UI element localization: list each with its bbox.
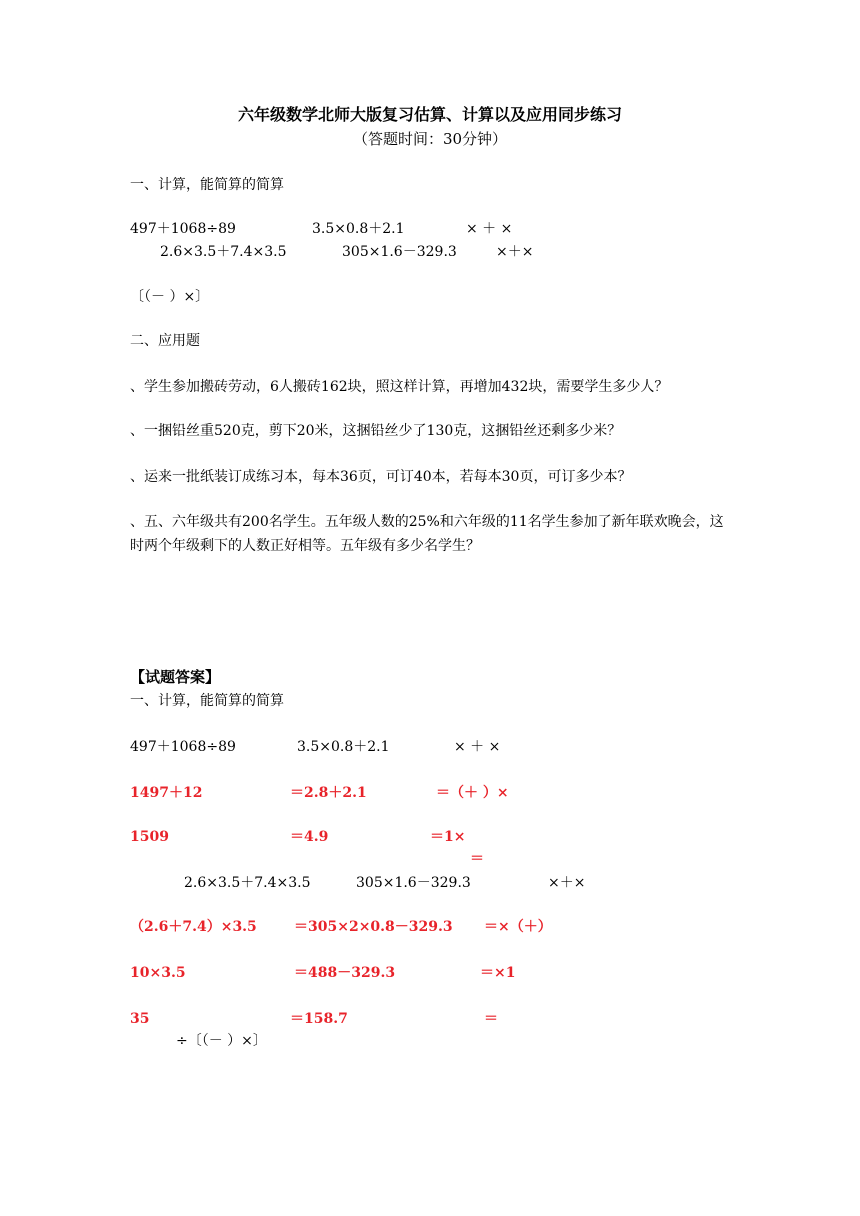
ans-step-3b: ＝305×2×0.8－329.3 <box>294 919 453 935</box>
ans-step-3a: （2.6＋7.4）×3.5 <box>130 919 257 935</box>
ans-step-5a: 35 <box>130 1011 150 1027</box>
s1-expr-4: 2.6×3.5＋7.4×3.5 <box>160 244 287 260</box>
ans-expr-6: ×＋× <box>548 875 586 891</box>
ans-step-2a: 1509 <box>130 829 169 845</box>
ans-step-2b: ＝4.9 <box>290 829 329 845</box>
ans-step-4a: 10×3.5 <box>130 965 186 981</box>
ans-expr-1: 497＋1068÷89 <box>130 739 236 755</box>
ans-expr-2: 3.5×0.8＋2.1 <box>297 739 390 755</box>
ans-step-1b: ＝2.8＋2.1 <box>290 785 367 801</box>
ans-step-1a: 1497＋12 <box>130 785 203 801</box>
page-subtitle: （答题时间：30分钟） <box>352 130 508 148</box>
ans-step-4c: ＝×1 <box>480 965 516 981</box>
page-title: 六年级数学北师大版复习估算、计算以及应用同步练习 <box>237 105 622 124</box>
ans-step-5b: ＝158.7 <box>290 1011 348 1027</box>
answers-heading: 【试题答案】 <box>130 668 221 686</box>
ans-expr-5: 305×1.6－329.3 <box>356 875 471 891</box>
s1-expr-3: × ＋ × <box>466 221 513 237</box>
ans-step-5c: ＝ <box>484 1011 498 1027</box>
answers-section1-heading: 一、计算，能简算的简算 <box>130 693 284 709</box>
question-1: 、学生参加搬砖劳动，6人搬砖162块，照这样计算，再增加432块，需要学生多少人？ <box>130 379 669 395</box>
s1-expr-5: 305×1.6－329.3 <box>342 244 457 260</box>
s1-expr-7: 〔（－ ）×〕 <box>130 289 210 305</box>
s1-expr-1: 497＋1068÷89 <box>130 221 236 237</box>
ans-step-2d: ＝ <box>470 851 484 867</box>
ans-step-4b: ＝488－329.3 <box>294 965 396 981</box>
ans-step-3c: ＝×（＋） <box>484 919 552 935</box>
s1-expr-2: 3.5×0.8＋2.1 <box>312 221 405 237</box>
question-4: 、五、六年级共有200名学生。五年级人数的25%和六年级的11名学生参加了新年联欢晚会，这时两个年级剩下的人数正好相等。五年级有多少名学生？ <box>130 514 724 554</box>
question-3: 、运来一批纸装订成练习本，每本36页，可订40本，若每本30页，可订多少本？ <box>130 469 632 485</box>
ans-step-1c: ＝（＋ ）× <box>436 785 509 801</box>
ans-expr-3: × ＋ × <box>454 739 501 755</box>
question-2: 、一捆铅丝重520克，剪下20米，这捆铅丝少了130克，这捆铅丝还剩多少米？ <box>130 423 622 439</box>
ans-expr-7: ÷〔（－ ）×〕 <box>176 1033 267 1049</box>
s1-expr-6: ×＋× <box>496 244 534 260</box>
section1-heading: 一、计算，能简算的简算 <box>130 177 284 193</box>
section2-heading: 二、应用题 <box>130 333 200 349</box>
ans-expr-4: 2.6×3.5＋7.4×3.5 <box>184 875 311 891</box>
ans-step-2c: ＝1× <box>430 829 466 845</box>
